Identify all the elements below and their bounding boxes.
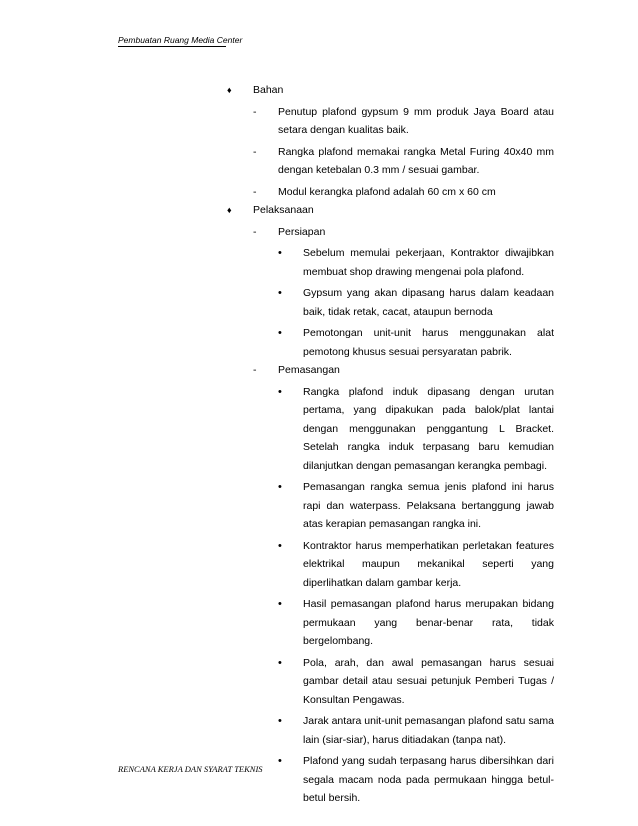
list-item — [253, 183, 554, 202]
diamond-bullet-icon: ♦ — [227, 205, 232, 215]
subsection-title: Persiapan — [278, 225, 326, 238]
bullet-icon: • — [278, 247, 282, 259]
list-item-text: Gypsum yang akan dipasang harus dalam keadaan baik, tidak retak, cacat, ataupun bernoda — [303, 287, 554, 318]
bullet-icon: • — [278, 327, 282, 339]
bullet-icon: • — [278, 481, 282, 493]
bullet-icon: • — [278, 539, 282, 552]
list-item — [278, 712, 554, 749]
dash-marker: - — [253, 185, 257, 198]
section-title: Pelaksanaan — [253, 204, 314, 216]
bullet-icon: • — [278, 385, 282, 398]
section-pelaksanaan — [224, 201, 554, 220]
diamond-bullet-icon: ♦ — [227, 85, 232, 95]
list-item — [278, 752, 554, 808]
list-item-text: Plafond yang sudah terpasang harus dibersihkan dari segala macam noda pada permukaan hingga betul-betul bersih. — [303, 755, 554, 804]
subsection-pemasangan — [253, 361, 554, 380]
list-item — [278, 383, 554, 476]
subsection-persiapan — [253, 223, 554, 242]
dash-marker: - — [253, 105, 257, 118]
list-item — [278, 284, 554, 321]
list-item — [278, 537, 554, 593]
list-item-text: Pemasangan rangka semua jenis plafond ini harus rapi dan waterpass. Pelaksana bertanggung jawab atas kerapian pemasangan rangka ini. — [303, 481, 554, 530]
list-item-text: Pemotongan unit-unit harus menggunakan alat pemotong khusus sesuai persyaratan pabrik. — [303, 327, 554, 358]
list-item — [278, 654, 554, 710]
list-item-text: Rangka plafond memakai rangka Metal Furing 40x40 mm dengan ketebalan 0.3 mm / sesuai gambar. — [278, 145, 554, 176]
bullet-icon: • — [278, 598, 282, 610]
subsection-title: Pemasangan — [278, 364, 340, 376]
bullet-icon: • — [278, 287, 282, 299]
section-bahan — [224, 81, 554, 100]
bullet-icon: • — [278, 656, 282, 669]
list-item — [253, 103, 554, 140]
dash-marker: - — [253, 364, 257, 376]
list-item-text: Kontraktor harus memperhatikan perletakan features elektrikal maupun mekanikal seperti yang diperlihatkan dalam gambar kerja. — [303, 539, 554, 589]
list-item-text: Rangka plafond induk dipasang dengan urutan pertama, yang dipakukan pada balok/plat lantai dengan menggunakan penggantung L Bracket. Setelah rangka induk terpasang baru kemudian dilanjutkan dengan pemasangan kerangka pembagi. — [303, 385, 554, 472]
list-item-text: Jarak antara unit-unit pemasangan plafond satu sama lain (siar-siar), harus ditiadakan (tanpa nat). — [303, 715, 554, 746]
list-item-text: Modul kerangka plafond adalah 60 cm x 60 cm — [278, 185, 496, 198]
bullet-icon: • — [278, 755, 282, 767]
list-item — [278, 595, 554, 651]
dash-marker: - — [253, 145, 257, 158]
list-item-text: Penutup plafond gypsum 9 mm produk Jaya Board atau setara dengan kualitas baik. — [278, 105, 554, 136]
document-body — [224, 81, 554, 808]
dash-marker: - — [253, 225, 257, 238]
section-title: Bahan — [253, 84, 284, 96]
bullet-icon: • — [278, 715, 282, 727]
list-item-text: Pola, arah, dan awal pemasangan harus sesuai gambar detail atau sesuai petunjuk Pemberi Tugas / Konsultan Pengawas. — [303, 656, 554, 706]
list-item-text: Sebelum memulai pekerjaan, Kontraktor diwajibkan membuat shop drawing mengenai pola plafond. — [303, 247, 554, 278]
page-header: Pembuatan Ruang Media Center — [118, 35, 243, 45]
list-item — [278, 244, 554, 281]
page-footer: RENCANA KERJA DAN SYARAT TEKNIS — [118, 764, 263, 774]
list-item — [278, 324, 554, 361]
list-item-text: Hasil pemasangan plafond harus merupakan bidang permukaan yang benar-benar rata, tidak bergelombang. — [303, 598, 554, 647]
list-item — [253, 143, 554, 180]
list-item — [278, 478, 554, 534]
